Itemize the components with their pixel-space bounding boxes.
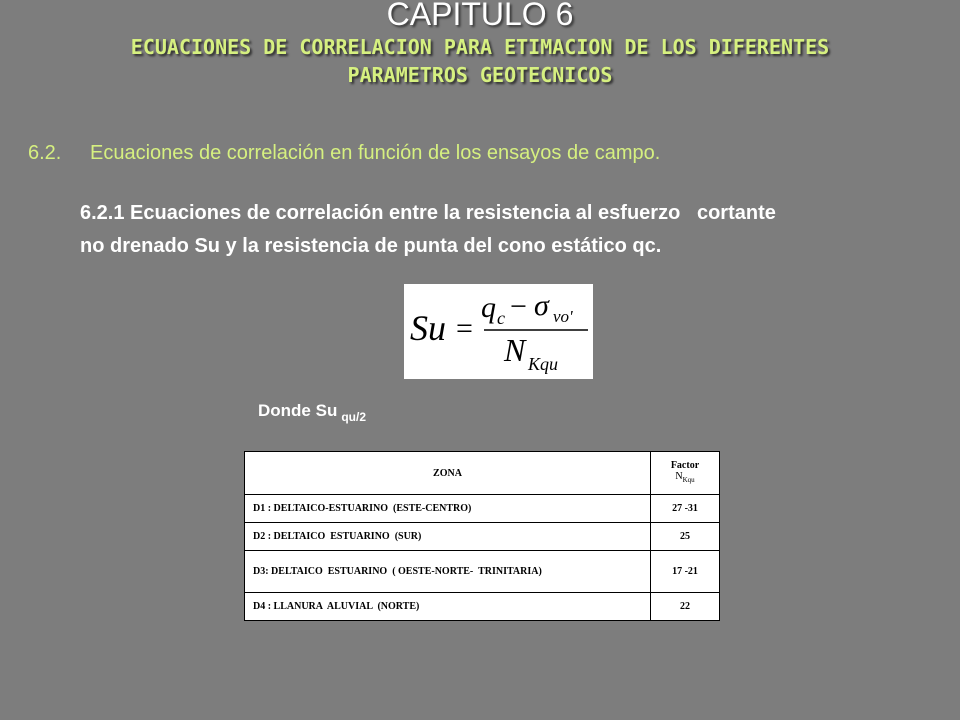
section-number: 6.2. xyxy=(28,142,62,164)
table-cell-zona: D1 : DELTAICO-ESTUARINO (ESTE-CENTRO) xyxy=(245,495,651,523)
subtitle-line-1: ECUACIONES DE CORRELACION PARA ETIMACION DE LOS DIFERENTES xyxy=(130,35,830,59)
formula-num-q: q xyxy=(481,291,496,324)
table-cell-factor: 17 -21 xyxy=(651,551,720,593)
donde-subscript: qu/2 xyxy=(341,410,367,424)
formula-den-n-sub: Kqu xyxy=(528,354,559,374)
table-cell-zona: D2 : DELTAICO ESTUARINO (SUR) xyxy=(245,523,651,551)
table-cell-zona: D3: DELTAICO ESTUARINO ( OESTE-NORTE- TRINITARIA) xyxy=(245,551,651,593)
table-row xyxy=(245,593,720,621)
formula-equation xyxy=(404,284,593,379)
table-header-factor-symbol xyxy=(653,471,717,486)
subsection-line-2: no drenado Su y la resistencia de punta del cono estático qc. xyxy=(80,235,662,257)
chapter-subtitle xyxy=(0,33,960,89)
chapter-title: CAPITULO 6 xyxy=(386,0,574,32)
formula-num-sigma: σ xyxy=(534,289,549,322)
table-cell-zona: D4 : LLANURA ALUVIAL (NORTE) xyxy=(245,593,651,621)
factor-symbol-n: N xyxy=(675,471,683,482)
table-header-factor-label: Factor xyxy=(670,460,700,471)
formula-num-q-sub: c xyxy=(497,308,505,328)
subsection-line-1: 6.2.1 Ecuaciones de correlación entre la resistencia al esfuerzo cortante xyxy=(80,202,776,224)
factor-symbol-sub: Kqu xyxy=(682,476,695,484)
table-cell-factor: 25 xyxy=(651,523,720,551)
formula-minus: − xyxy=(510,290,527,323)
table-row xyxy=(245,495,720,523)
formula-equals: = xyxy=(456,312,473,345)
zona-factor-table xyxy=(244,451,720,621)
formula-lhs: Su xyxy=(410,308,446,348)
formula-den-n: N xyxy=(504,332,526,368)
donde-text: Donde Su xyxy=(258,401,338,420)
table-cell-factor: 22 xyxy=(651,593,720,621)
table-row xyxy=(245,551,720,593)
formula-num-sigma-sub: vo' xyxy=(553,307,573,326)
table-cell-factor: 27 -31 xyxy=(651,495,720,523)
formula-box xyxy=(404,284,593,379)
table-header-factor xyxy=(651,452,720,495)
section-text: Ecuaciones de correlación en función de los ensayos de campo. xyxy=(90,142,661,164)
table-header-zona: ZONA xyxy=(245,452,651,495)
table-header-row xyxy=(245,452,720,495)
subtitle-line-2: PARAMETROS GEOTECNICOS xyxy=(347,63,613,87)
donde-label xyxy=(258,400,366,428)
table-row xyxy=(245,523,720,551)
section-heading xyxy=(28,138,660,168)
subsection-heading xyxy=(80,197,920,263)
